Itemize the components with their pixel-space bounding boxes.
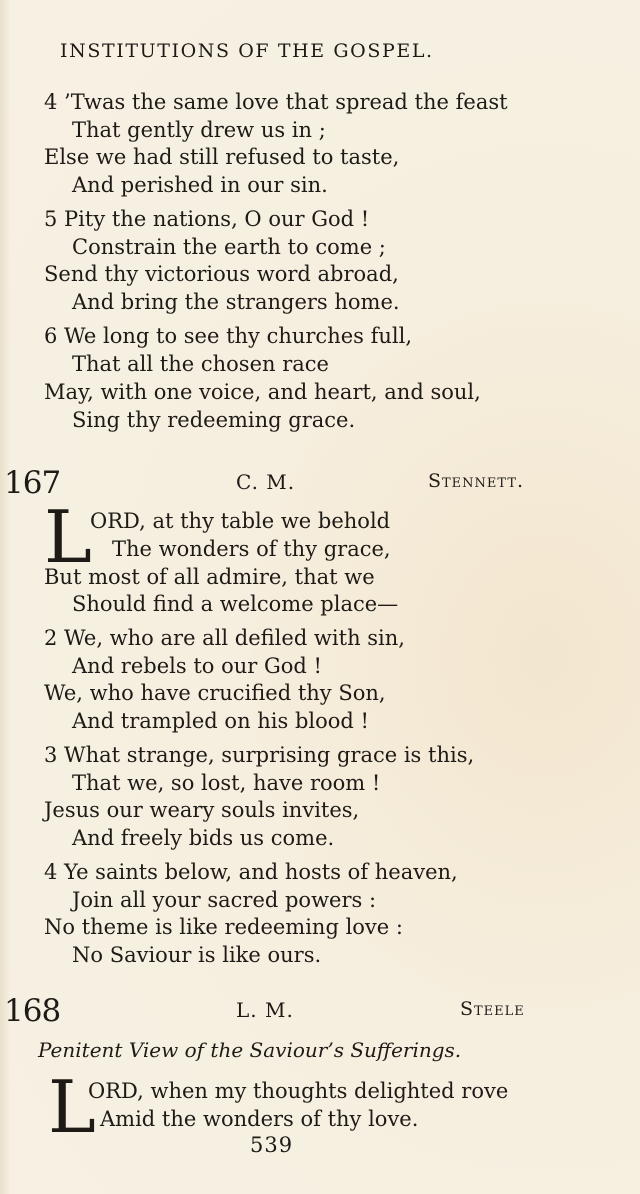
running-header: INSTITUTIONS OF THE GOSPEL. — [60, 40, 434, 62]
verse-line: And perished in our sin. — [72, 173, 328, 197]
verse-line: That we, so lost, have room ! — [72, 771, 381, 795]
verse-line: No Saviour is like ours. — [72, 943, 322, 967]
verse-line: Sing thy redeeming grace. — [72, 408, 356, 432]
verse-line: May, with one voice, and heart, and soul, — [44, 380, 481, 404]
verse-line: Else we had still refused to taste, — [44, 145, 400, 169]
hymn-author: Steele — [460, 998, 525, 1020]
verse-line: That all the chosen race — [72, 352, 329, 376]
verse-line: And bring the strangers home. — [72, 290, 400, 314]
drop-cap: L — [48, 1065, 96, 1149]
verse-line: Jesus our weary souls invites, — [44, 798, 360, 822]
hymn-meter: L. M. — [236, 998, 294, 1022]
verse-line: That gently drew us in ; — [72, 118, 326, 142]
verse-line: 4 Ye saints below, and hosts of heaven, — [44, 860, 458, 884]
verse-line: 4 ’Twas the same love that spread the feast — [44, 90, 508, 114]
page-number: 539 — [250, 1133, 294, 1157]
verse-line: The wonders of thy grace, — [112, 537, 391, 561]
hymn-number: 168 — [4, 993, 61, 1029]
hymn-author: Stennett. — [428, 470, 525, 492]
drop-cap: L — [44, 495, 92, 579]
verse-line: Constrain the earth to come ; — [72, 235, 386, 259]
hymn-number: 167 — [4, 465, 61, 501]
verse-line: ORD, at thy table we behold — [90, 509, 391, 533]
verse-line: 6 We long to see thy churches full, — [44, 324, 413, 348]
verse-line: 3 What strange, surprising grace is this, — [44, 743, 475, 767]
verse-line: We, who have crucified thy Son, — [44, 681, 386, 705]
verse-line: 5 Pity the nations, O our God ! — [44, 207, 370, 231]
hymn-meter: C. M. — [236, 470, 296, 494]
verse-line: But most of all admire, that we — [44, 565, 375, 589]
verse-line: No theme is like redeeming love : — [44, 915, 403, 939]
verse-line: And rebels to our God ! — [72, 654, 322, 678]
verse-line: And freely bids us come. — [72, 826, 335, 850]
verse-line: Join all your sacred powers : — [72, 888, 377, 912]
verse-line: Amid the wonders of thy love. — [100, 1107, 419, 1131]
verse-line: And trampled on his blood ! — [72, 709, 369, 733]
verse-line: 2 We, who are all defiled with sin, — [44, 626, 405, 650]
hymn-subtitle: Penitent View of the Saviour’s Sufferings. — [38, 1038, 462, 1062]
verse-line: Send thy victorious word abroad, — [44, 262, 399, 286]
verse-line: Should find a welcome place— — [72, 592, 399, 616]
verse-line: ORD, when my thoughts delighted rove — [88, 1079, 509, 1103]
